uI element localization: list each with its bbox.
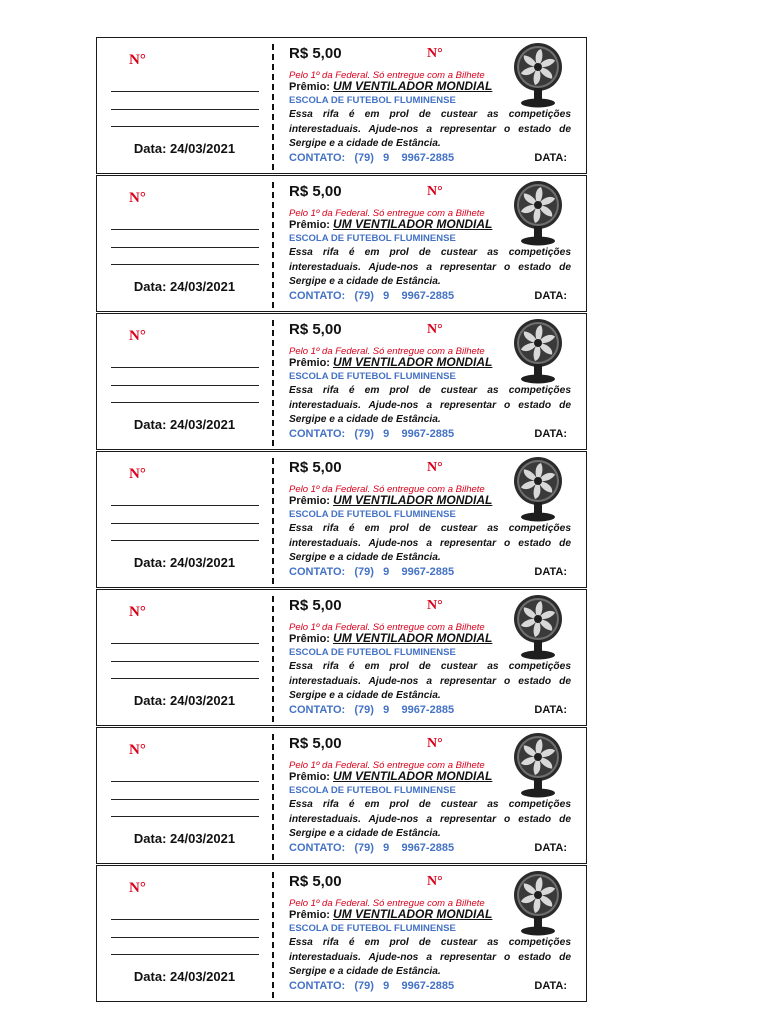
ticket-description: Essa rifa é em prol de custear as competições interestaduais. Ajude-nos a representar o estado de Sergipe e a cidade de Estância. <box>289 937 571 977</box>
ticket-stub <box>97 314 272 449</box>
ticket-body <box>289 38 573 173</box>
date-label: DATA: <box>534 428 567 440</box>
ticket-number-label: N° <box>427 322 443 337</box>
cut-line <box>272 44 274 170</box>
stub-address-line <box>111 816 259 817</box>
fan-icon <box>513 732 563 798</box>
school-name: ESCOLA DE FUTEBOL FLUMINENSE <box>289 647 456 658</box>
ticket-stub <box>97 590 272 725</box>
ticket-number-label: N° <box>427 46 443 61</box>
stub-address-line <box>111 126 259 127</box>
cut-line <box>272 182 274 308</box>
fan-icon <box>513 180 563 246</box>
contact-info: CONTATO: (79) 9 9967-2885 <box>289 428 455 440</box>
stub-date: Data: 24/03/2021 <box>133 693 236 708</box>
prize-value: UM VENTILADOR MONDIAL <box>333 217 493 231</box>
prize-label: Prêmio: <box>289 771 330 783</box>
prize-line <box>289 217 492 231</box>
school-name: ESCOLA DE FUTEBOL FLUMINENSE <box>289 785 456 796</box>
date-label: DATA: <box>534 704 567 716</box>
ticket-body <box>289 866 573 1001</box>
raffle-ticket <box>96 589 587 726</box>
cut-line <box>272 458 274 584</box>
stub-name-line <box>111 229 259 230</box>
cut-line <box>272 734 274 860</box>
ticket-number-label: N° <box>427 736 443 751</box>
stub-phone-line <box>111 247 259 248</box>
prize-value: UM VENTILADOR MONDIAL <box>333 769 493 783</box>
ticket-price: R$ 5,00 <box>289 735 342 752</box>
contact-info: CONTATO: (79) 9 9967-2885 <box>289 704 455 716</box>
draw-notice: Pelo 1º da Federal. Só entregue com a Bilhete <box>289 208 485 219</box>
stub-number-label: N° <box>129 880 146 896</box>
ticket-stub <box>97 176 272 311</box>
draw-notice: Pelo 1º da Federal. Só entregue com a Bilhete <box>289 484 485 495</box>
date-label: DATA: <box>534 566 567 578</box>
school-name: ESCOLA DE FUTEBOL FLUMINENSE <box>289 233 456 244</box>
stub-number-label: N° <box>129 328 146 344</box>
stub-date: Data: 24/03/2021 <box>133 831 236 846</box>
school-name: ESCOLA DE FUTEBOL FLUMINENSE <box>289 95 456 106</box>
stub-date: Data: 24/03/2021 <box>133 969 236 984</box>
stub-date: Data: 24/03/2021 <box>133 279 236 294</box>
fan-icon <box>513 456 563 522</box>
raffle-ticket <box>96 727 587 864</box>
prize-line <box>289 355 492 369</box>
stub-phone-line <box>111 937 259 938</box>
contact-info: CONTATO: (79) 9 9967-2885 <box>289 566 455 578</box>
prize-line <box>289 907 492 921</box>
stub-phone-line <box>111 523 259 524</box>
ticket-number-label: N° <box>427 874 443 889</box>
prize-label: Prêmio: <box>289 357 330 369</box>
prize-line <box>289 79 492 93</box>
stub-phone-line <box>111 661 259 662</box>
ticket-price: R$ 5,00 <box>289 45 342 62</box>
stub-number-label: N° <box>129 604 146 620</box>
ticket-price: R$ 5,00 <box>289 321 342 338</box>
ticket-number-label: N° <box>427 184 443 199</box>
prize-value: UM VENTILADOR MONDIAL <box>333 355 493 369</box>
cut-line <box>272 872 274 998</box>
ticket-description: Essa rifa é em prol de custear as competições interestaduais. Ajude-nos a representar o estado de Sergipe e a cidade de Estância. <box>289 799 571 839</box>
raffle-ticket <box>96 175 587 312</box>
stub-name-line <box>111 367 259 368</box>
stub-number-label: N° <box>129 190 146 206</box>
ticket-stub <box>97 728 272 863</box>
stub-phone-line <box>111 799 259 800</box>
stub-number-label: N° <box>129 742 146 758</box>
draw-notice: Pelo 1º da Federal. Só entregue com a Bilhete <box>289 70 485 81</box>
prize-value: UM VENTILADOR MONDIAL <box>333 79 493 93</box>
school-name: ESCOLA DE FUTEBOL FLUMINENSE <box>289 509 456 520</box>
stub-address-line <box>111 678 259 679</box>
draw-notice: Pelo 1º da Federal. Só entregue com a Bilhete <box>289 760 485 771</box>
date-label: DATA: <box>534 152 567 164</box>
cut-line <box>272 320 274 446</box>
stub-date: Data: 24/03/2021 <box>133 555 236 570</box>
contact-info: CONTATO: (79) 9 9967-2885 <box>289 290 455 302</box>
fan-icon <box>513 42 563 108</box>
contact-info: CONTATO: (79) 9 9967-2885 <box>289 980 455 992</box>
prize-line <box>289 769 492 783</box>
raffle-ticket <box>96 37 587 174</box>
prize-line <box>289 631 492 645</box>
ticket-body <box>289 590 573 725</box>
prize-label: Prêmio: <box>289 909 330 921</box>
ticket-body <box>289 314 573 449</box>
school-name: ESCOLA DE FUTEBOL FLUMINENSE <box>289 923 456 934</box>
ticket-body <box>289 728 573 863</box>
ticket-description: Essa rifa é em prol de custear as competições interestaduais. Ajude-nos a representar o estado de Sergipe e a cidade de Estância. <box>289 523 571 563</box>
fan-icon <box>513 870 563 936</box>
raffle-sheet <box>96 37 587 1003</box>
stub-number-label: N° <box>129 52 146 68</box>
ticket-body <box>289 452 573 587</box>
stub-phone-line <box>111 109 259 110</box>
ticket-price: R$ 5,00 <box>289 873 342 890</box>
ticket-stub <box>97 866 272 1001</box>
draw-notice: Pelo 1º da Federal. Só entregue com a Bilhete <box>289 346 485 357</box>
contact-info: CONTATO: (79) 9 9967-2885 <box>289 842 455 854</box>
date-label: DATA: <box>534 980 567 992</box>
stub-name-line <box>111 91 259 92</box>
contact-info: CONTATO: (79) 9 9967-2885 <box>289 152 455 164</box>
prize-value: UM VENTILADOR MONDIAL <box>333 493 493 507</box>
ticket-description: Essa rifa é em prol de custear as competições interestaduais. Ajude-nos a representar o estado de Sergipe e a cidade de Estância. <box>289 109 571 149</box>
cut-line <box>272 596 274 722</box>
ticket-description: Essa rifa é em prol de custear as competições interestaduais. Ajude-nos a representar o estado de Sergipe e a cidade de Estância. <box>289 247 571 287</box>
ticket-body <box>289 176 573 311</box>
prize-line <box>289 493 492 507</box>
ticket-description: Essa rifa é em prol de custear as competições interestaduais. Ajude-nos a representar o estado de Sergipe e a cidade de Estância. <box>289 385 571 425</box>
stub-address-line <box>111 264 259 265</box>
prize-label: Prêmio: <box>289 81 330 93</box>
ticket-number-label: N° <box>427 598 443 613</box>
stub-name-line <box>111 643 259 644</box>
ticket-description: Essa rifa é em prol de custear as competições interestaduais. Ajude-nos a representar o estado de Sergipe e a cidade de Estância. <box>289 661 571 701</box>
stub-number-label: N° <box>129 466 146 482</box>
prize-label: Prêmio: <box>289 219 330 231</box>
stub-date: Data: 24/03/2021 <box>133 141 236 156</box>
stub-phone-line <box>111 385 259 386</box>
prize-value: UM VENTILADOR MONDIAL <box>333 907 493 921</box>
raffle-ticket <box>96 865 587 1002</box>
date-label: DATA: <box>534 842 567 854</box>
stub-name-line <box>111 919 259 920</box>
stub-name-line <box>111 505 259 506</box>
ticket-stub <box>97 452 272 587</box>
ticket-price: R$ 5,00 <box>289 183 342 200</box>
fan-icon <box>513 318 563 384</box>
fan-icon <box>513 594 563 660</box>
school-name: ESCOLA DE FUTEBOL FLUMINENSE <box>289 371 456 382</box>
stub-address-line <box>111 402 259 403</box>
prize-value: UM VENTILADOR MONDIAL <box>333 631 493 645</box>
prize-label: Prêmio: <box>289 633 330 645</box>
raffle-ticket <box>96 313 587 450</box>
ticket-price: R$ 5,00 <box>289 459 342 476</box>
ticket-price: R$ 5,00 <box>289 597 342 614</box>
date-label: DATA: <box>534 290 567 302</box>
raffle-ticket <box>96 451 587 588</box>
stub-name-line <box>111 781 259 782</box>
stub-address-line <box>111 954 259 955</box>
draw-notice: Pelo 1º da Federal. Só entregue com a Bilhete <box>289 898 485 909</box>
prize-label: Prêmio: <box>289 495 330 507</box>
ticket-stub <box>97 38 272 173</box>
stub-date: Data: 24/03/2021 <box>133 417 236 432</box>
ticket-number-label: N° <box>427 460 443 475</box>
draw-notice: Pelo 1º da Federal. Só entregue com a Bilhete <box>289 622 485 633</box>
stub-address-line <box>111 540 259 541</box>
